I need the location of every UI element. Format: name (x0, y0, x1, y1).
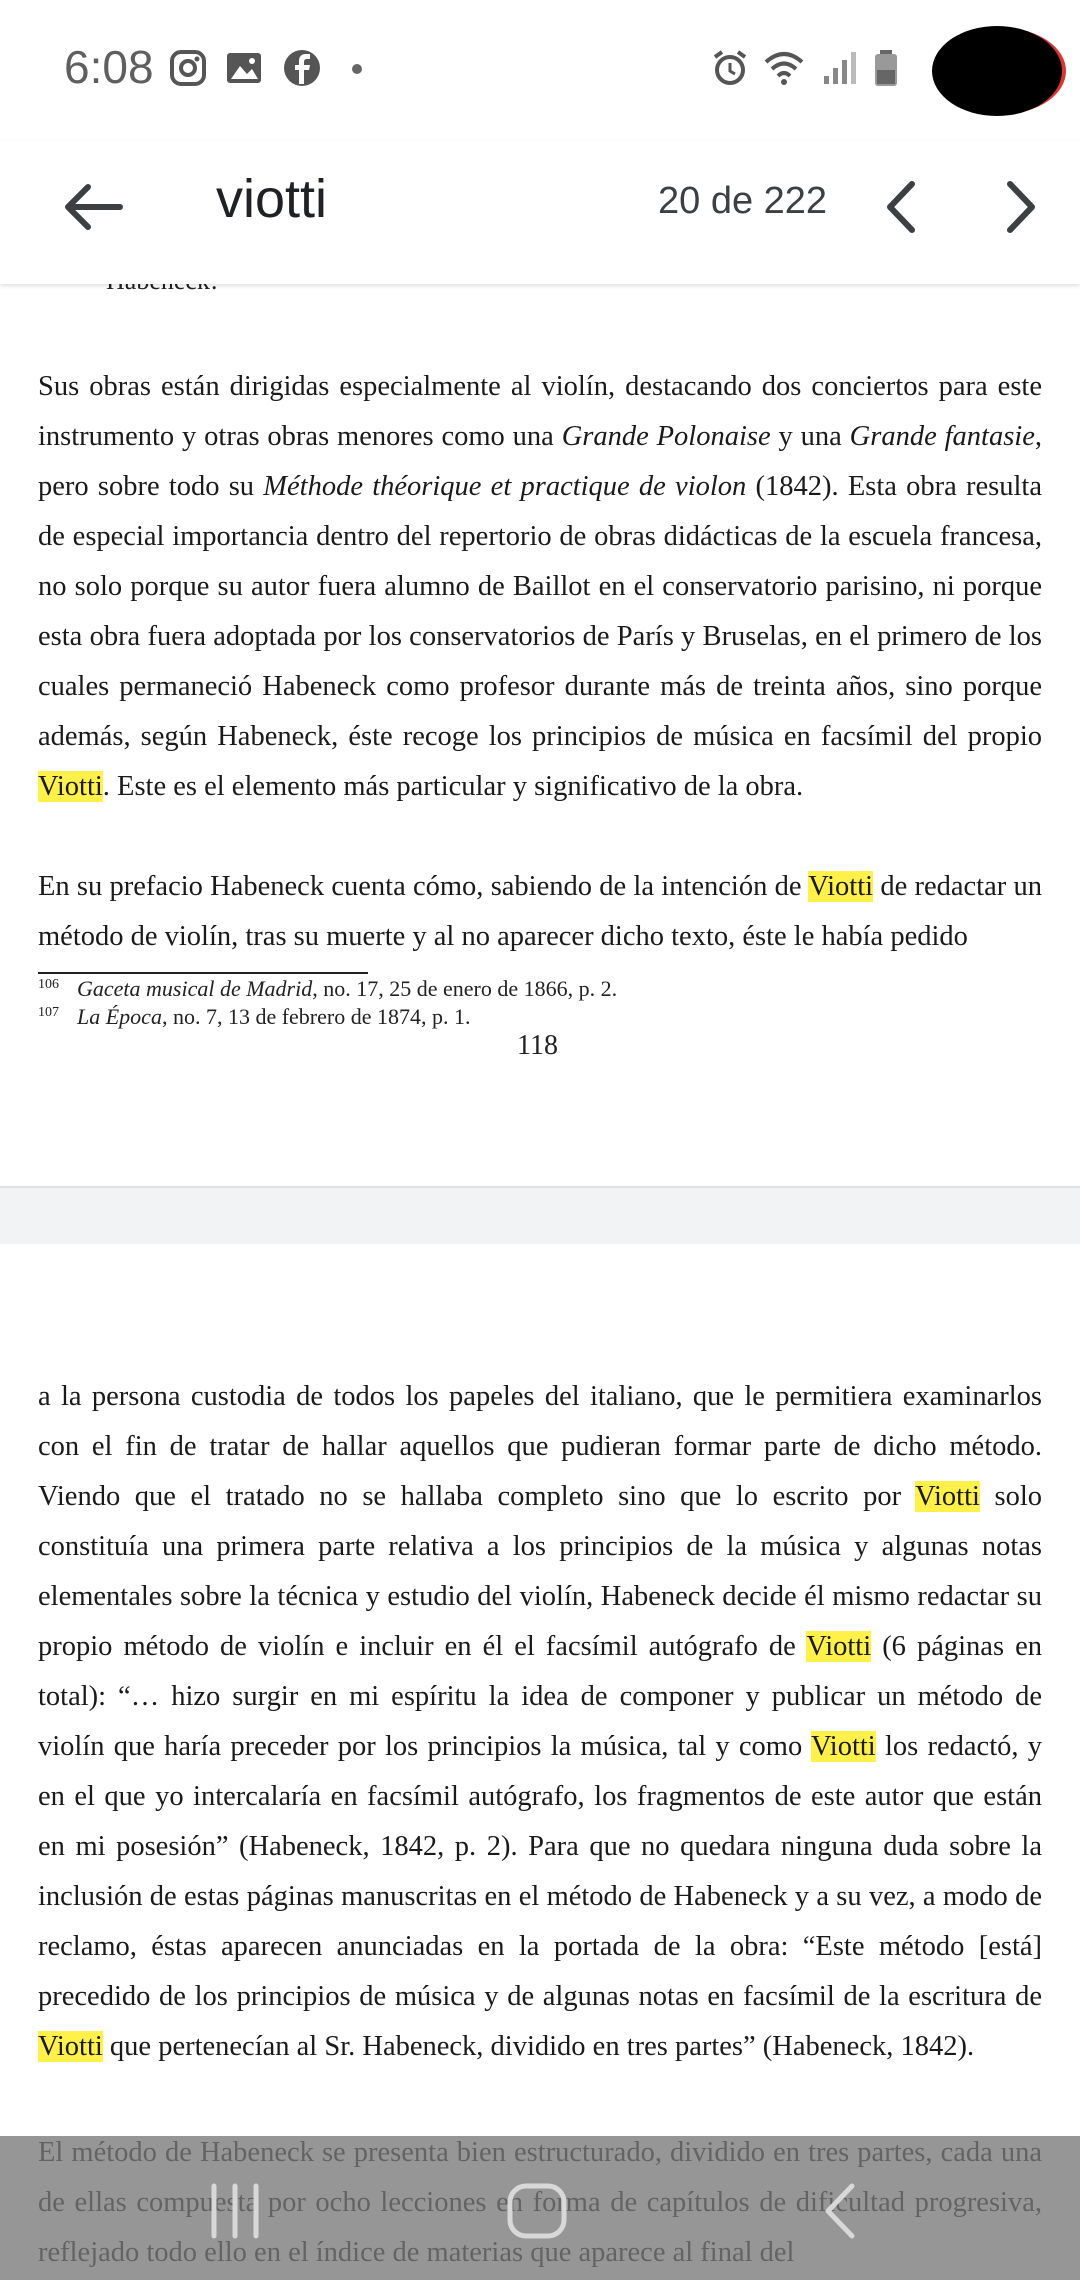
navigation-bar (0, 2136, 1080, 2280)
page-separator (0, 1186, 1080, 1246)
recent-apps-icon[interactable] (200, 2176, 270, 2246)
previous-match-icon[interactable] (876, 174, 926, 240)
match-counter: 20 de 222 (658, 180, 828, 222)
back-nav-icon[interactable] (806, 2176, 876, 2246)
search-highlight: Viotti (915, 1481, 980, 1512)
page-number: 118 (517, 1030, 558, 1061)
paragraph: a la persona custodia de todos los papeles del italiano, que le permitiera examinarlos con el fin de tratar de hallar aquellos que pudieran formar parte de dicho método. Viendo que el tratado no se hallaba completo sino que lo escrito por Viotti solo constituía una primera parte relativa a los principios de la música y algunas notas elementales sobre la técnica y estudio del violín, Habeneck decide él mismo redactar su propio método de violín e incluir en él el facsímil autógrafo de Viotti (6 páginas en total): “… hizo surgir en mi espíritu la idea de componer y publicar un método de violín que haría preceder por los principios la música, tal y como Viotti los redactó, y en el que yo intercalaría en facsímil autógrafo, los fragmentos de este autor que están en mi posesión” (Habeneck, 1842, p. 2). Para que no quedara ninguna duda sobre la inclusión de estas páginas manuscritas en el método de Habeneck y a su vez, a modo de reclamo, éstas aparecen anunciadas en la portada de la obra: “Este método [está] precedido de los principios de música y de algunas notas en facsímil de la escritura de Viotti que pertenecían al Sr. Habeneck, dividido en tres partes” (Habeneck, 1842). (38, 1381, 1042, 2062)
paragraph: En su prefacio Habeneck cuenta cómo, sabiendo de la intención de Viotti de redactar un método de violín, tras su muerte y al no aparecer dicho texto, éste le había pedido (38, 871, 1042, 952)
document-page (0, 284, 1080, 1184)
back-arrow-icon[interactable] (60, 174, 126, 240)
battery-icon (866, 48, 906, 88)
next-match-icon[interactable] (996, 174, 1046, 240)
search-highlight: Viotti (38, 771, 103, 802)
search-highlight: Viotti (38, 2031, 103, 2062)
wifi-icon (764, 48, 804, 88)
search-highlight: Viotti (806, 1631, 872, 1662)
clock: 6:08 (64, 41, 154, 93)
footnote: $^{106}$ Gaceta musical de Madrid, no. 17, 25 de enero de 1866, p. 2. (38, 976, 618, 1001)
status-bar (0, 0, 1080, 140)
search-highlight: Viotti (808, 871, 874, 902)
avatar[interactable] (932, 26, 1062, 116)
footnote: $^{107}$ La Época, no. 7, 13 de febrero de 1874, p. 1. (38, 1004, 471, 1029)
home-icon[interactable] (502, 2176, 572, 2246)
paragraph: Sus obras están dirigidas especialmente al violín, destacando dos conciertos para este instrumento y otras obras menores como una Grande Polonaise y una Grande fantasie, pero sobre todo su Méthode théorique et practique de violon (1842). Esta obra resulta de especial importancia dentro del repertorio de obras didácticas de la escuela francesa, no solo porque su autor fuera alumno de Baillot en el conservatorio parisino, ni porque esta obra fuera adoptada por los conservatorios de París y Bruselas, en el primero de los cuales permaneció Habeneck como profesor durante más de treinta años, sino porque además, según Habeneck, éste recoge los principios de música en facsímil del propio Viotti. Este es el elemento más particular y significativo de la obra. (38, 371, 1042, 802)
footnote-divider (38, 972, 368, 974)
search-toolbar (0, 140, 1080, 284)
alarm-icon (710, 48, 750, 88)
more-notifications-dot (352, 64, 362, 74)
search-highlight: Viotti (810, 1731, 876, 1762)
signal-icon (820, 48, 860, 88)
instagram-icon (168, 48, 208, 88)
search-query[interactable]: viotti (216, 169, 328, 229)
facebook-icon (282, 48, 322, 88)
gallery-icon (224, 48, 264, 88)
document-page (0, 1244, 1080, 2280)
